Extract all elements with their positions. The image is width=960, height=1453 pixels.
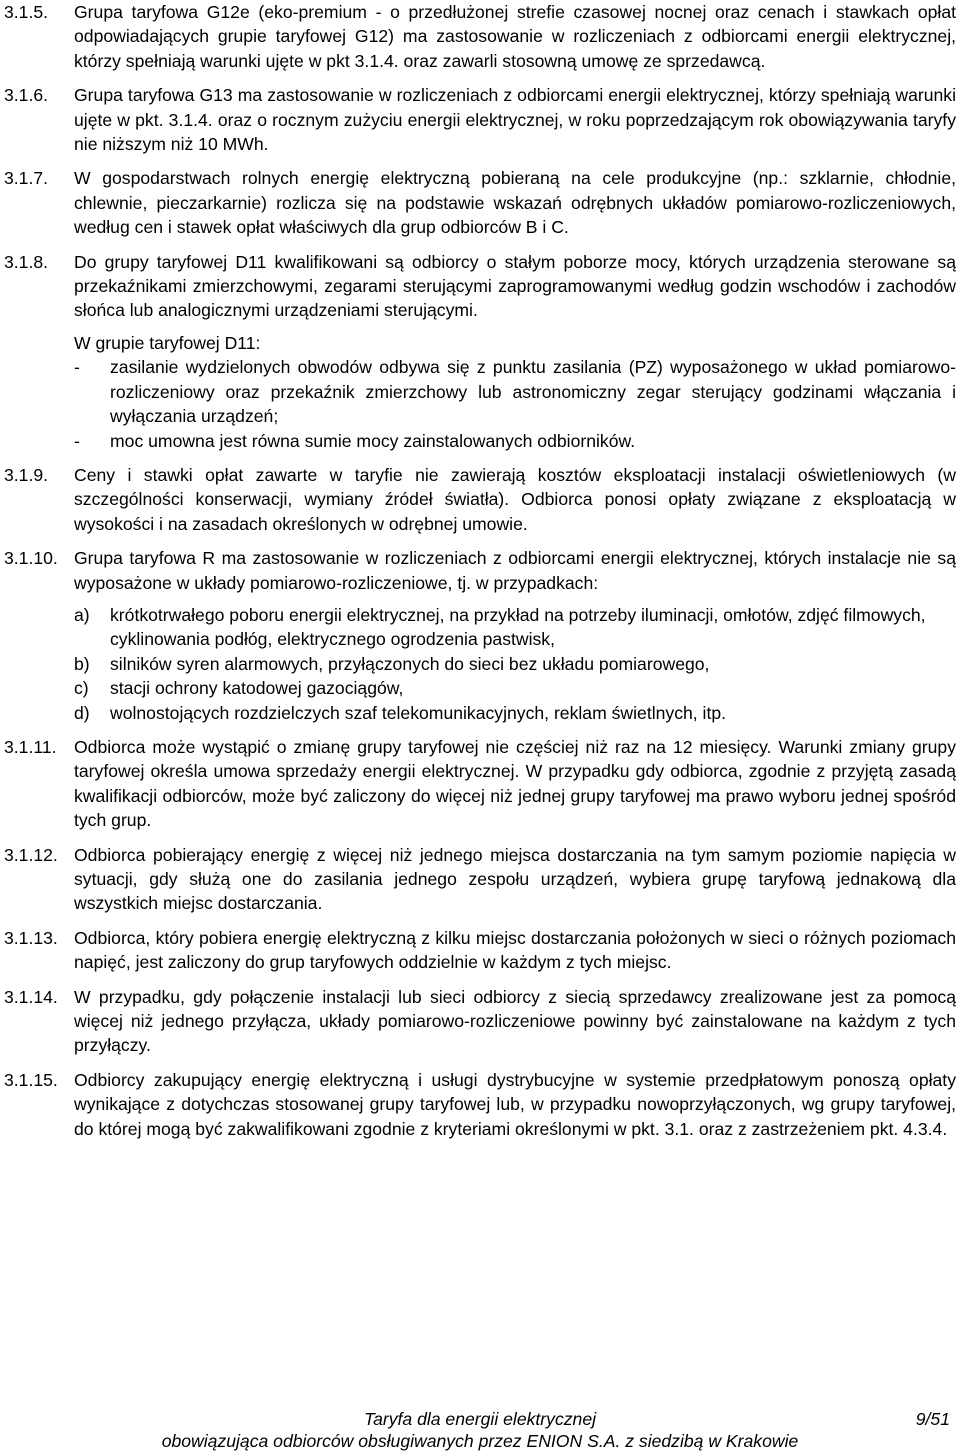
page-footer bbox=[0, 1408, 960, 1452]
list-item bbox=[74, 701, 956, 725]
list-marker: a) bbox=[74, 604, 90, 625]
section-3-1-10 bbox=[4, 546, 956, 725]
list-item bbox=[74, 652, 956, 676]
list-marker: b) bbox=[74, 653, 90, 674]
section-text: Grupa taryfowa G12e (eko-premium - o przedłużonej strefie czasowej nocnej oraz cenach i stawkach opłat odpowiadających grupie taryfowej G12) ma zastosowanie w rozliczeniach z odbiorcami energii elektrycznej, którzy spełniają warunki ujęte w pkt 3.1.4. oraz zawarli stosowną umowę ze sprzedawcą. bbox=[74, 2, 956, 71]
dash-item bbox=[74, 355, 956, 428]
list-item bbox=[74, 676, 956, 700]
section-number: 3.1.5. bbox=[4, 2, 49, 22]
list-item-text: wolnostojących rozdzielczych szaf telekomunikacyjnych, reklam świetlnych, itp. bbox=[110, 702, 727, 723]
section-number: 3.1.13. bbox=[4, 927, 58, 948]
section-number: 3.1.12. bbox=[4, 844, 58, 865]
list-item-text: silników syren alarmowych, przyłączonych do sieci bez układu pomiarowego, bbox=[110, 653, 710, 674]
section-text: Ceny i stawki opłat zawarte w taryfie nie zawierają kosztów eksploatacji instalacji oświetleniowych (w szczególności konserwacji, wymiany źródeł światła). Odbiorca ponosi opłaty związane z eksploatacją w wysokości i na zasadach określonych w odrębnej umowie. bbox=[74, 464, 956, 534]
section-text: Odbiorcy zakupujący energię elektryczną i usługi dystrybucyjne w systemie przedpłatowym ponoszą opłaty wynikające z dotychczas stosowanej grupy taryfowej lub, w przypadku nowoprzyłączonych, wg grupy taryfowej, do której mogą być zakwalifikowani zgodnie z kryteriami określonymi w pkt. 3.1. oraz z zastrzeżeniem pkt. 4.3.4. bbox=[74, 1069, 956, 1139]
section-number: 3.1.11. bbox=[4, 736, 57, 757]
list-marker: c) bbox=[74, 678, 89, 699]
section-number: 3.1.9. bbox=[4, 464, 49, 485]
footer-title: Taryfa dla energii elektrycznej bbox=[363, 1409, 597, 1429]
section-text: Odbiorca, który pobiera energię elektryczną z kilku miejsc dostarczania położonych w sieci o różnych poziomach napięć, jest zaliczony do grup taryfowych oddzielnie w każdym z tych miejsc. bbox=[74, 927, 956, 973]
section-text: Grupa taryfowa G13 ma zastosowanie w rozliczeniach z odbiorcami energii elektrycznej, którzy spełniają warunki ujęte w pkt. 3.1.4. oraz o rocznym zużyciu energii elektrycznej, w roku poprzedzającym rok obowiązywania taryfy nie niższym niż 10 MWh. bbox=[74, 85, 956, 155]
dash-mark: - bbox=[74, 357, 80, 378]
list-item-text: stacji ochrony katodowej gazociągów, bbox=[110, 678, 404, 699]
lettered-list bbox=[74, 603, 956, 725]
section-text: Odbiorca pobierający energię z więcej niż jednego miejsca dostarczania na tym samym poziomie napięcia w sytuacji, gdy służą one do zasilania jednego zespołu urządzeń, wybiera grupę taryfową jednakową dla wszystkich miejsc dostarczania. bbox=[74, 844, 956, 914]
dash-mark: - bbox=[74, 430, 80, 451]
section-text: W gospodarstwach rolnych energię elektryczną pobieraną na cele produkcyjne (np.: szklarnie, chłodnie, chlewnie, pieczarkarnie) rozlicza się na podstawie wskazań odrębnych układów pomiarowo-rozliczeniowych, według cen i stawek opłat właściwych dla grup odbiorców B i C. bbox=[74, 168, 956, 238]
section-text: Odbiorca może wystąpić o zmianę grupy taryfowej nie częściej niż raz na 12 miesięcy. Warunki zmiany grupy taryfowej określa umowa sprzedaży energii elektrycznej. W przypadku gdy odbiorca, zgodnie z przyjętą zasadą kwalifikacji odbiorców, może być zaliczony do więcej niż jednej grupy taryfowej ma prawo wyboru jednej spośród tych grup. bbox=[74, 736, 956, 831]
section-text: W przypadku, gdy połączenie instalacji lub sieci odbiorcy z siecią sprzedawcy zrealizowane jest za pomocą więcej niż jednego przyłącza, układy pomiarowo-rozliczeniowe powinny być zainstalowane na każdym z tych przyłączy. bbox=[74, 986, 956, 1056]
section-3-1-7 bbox=[4, 166, 956, 239]
section-3-1-5 bbox=[4, 0, 956, 73]
section-number: 3.1.6. bbox=[4, 85, 49, 106]
dash-text: zasilanie wydzielonych obwodów odbywa się z punktu zasilania (PZ) wyposażonego w układ pomiarowo-rozliczeniowy oraz przekaźnik zmierzchowy lub astronomiczny zegar sterujący godzinami włączania i wyłączania urządzeń; bbox=[110, 357, 956, 427]
section-3-1-13 bbox=[4, 926, 956, 975]
section-text: Grupa taryfowa R ma zastosowanie w rozliczeniach z odbiorcami energii elektrycznej, których instalacje nie są wyposażone w układy pomiarowo-rozliczeniowe, tj. w przypadkach: bbox=[74, 548, 956, 593]
section-3-1-11 bbox=[4, 735, 956, 833]
footer-subtitle: obowiązująca odbiorców obsługiwanych przez ENION S.A. z siedzibą w Krakowie bbox=[161, 1431, 799, 1451]
dash-text: moc umowna jest równa sumie mocy zainstalowanych odbiorników. bbox=[110, 430, 636, 451]
section-text: Do grupy taryfowej D11 kwalifikowani są odbiorcy o stałym poborze mocy, których urządzenia sterowane są przekaźnikami zmierzchowymi, zegarami sterującymi zaprogramowanymi według godzin wschodów i zachodów słońca lub analogicznymi urządzeniami sterującymi. bbox=[74, 251, 956, 321]
section-3-1-14 bbox=[4, 985, 956, 1058]
list-marker: d) bbox=[74, 702, 90, 723]
document-body bbox=[4, 0, 956, 1141]
section-3-1-6 bbox=[4, 83, 956, 156]
list-item-text: krótkotrwałego poboru energii elektrycznej, na przykład na potrzeby iluminacji, omłotów, zdjęć filmowych, cyklinowania podłóg, elektrycznego ogrodzenia pastwisk, bbox=[110, 604, 926, 650]
section-3-1-15 bbox=[4, 1068, 956, 1141]
section-number: 3.1.8. bbox=[4, 251, 49, 272]
page-number: 9/51 bbox=[915, 1409, 950, 1429]
subheading: W grupie taryfowej D11: bbox=[74, 332, 261, 353]
section-number: 3.1.15. bbox=[4, 1069, 58, 1090]
section-3-1-8 bbox=[4, 250, 956, 453]
section-3-1-9 bbox=[4, 463, 956, 536]
section-number: 3.1.7. bbox=[4, 168, 49, 189]
section-number: 3.1.10. bbox=[4, 548, 58, 569]
section-number: 3.1.14. bbox=[4, 986, 58, 1007]
section-3-1-12 bbox=[4, 843, 956, 916]
list-item bbox=[74, 603, 956, 652]
dash-item bbox=[74, 429, 956, 453]
